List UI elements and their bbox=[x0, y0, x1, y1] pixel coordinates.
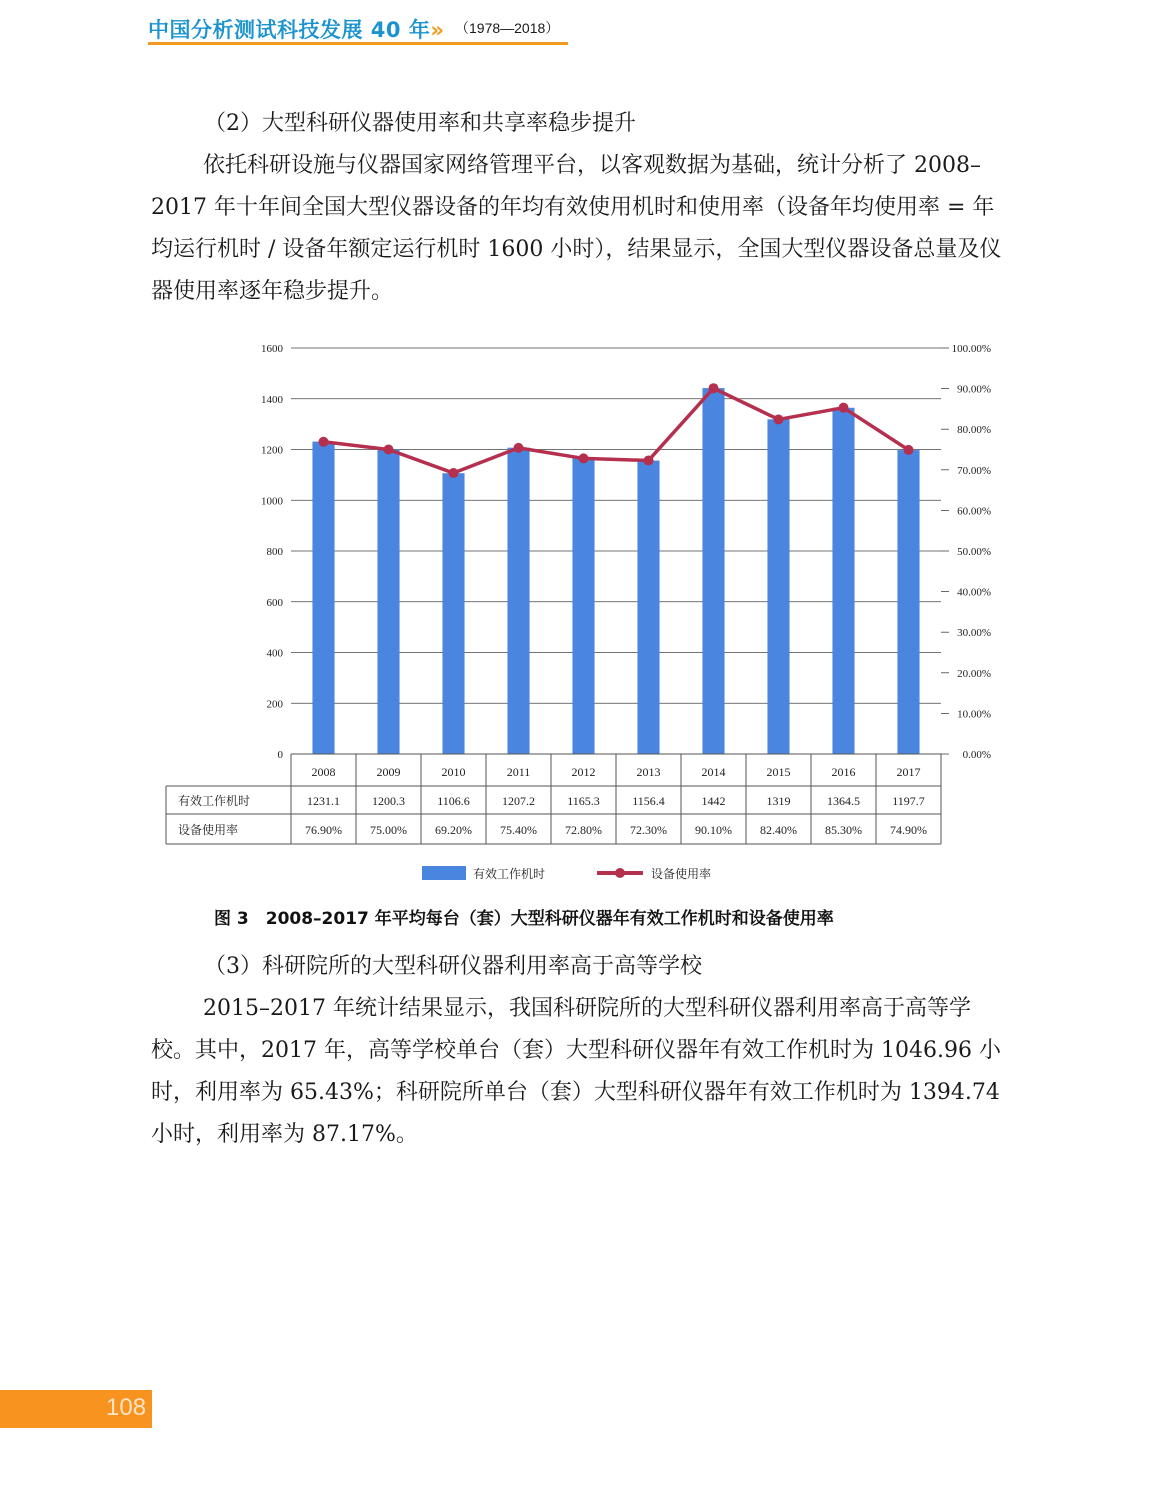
left-tick-label: 1600 bbox=[261, 343, 283, 355]
x-category-label: 2011 bbox=[506, 765, 531, 779]
right-tick-label: 80.00% bbox=[957, 424, 991, 437]
chart-right-axis bbox=[941, 343, 991, 761]
bar-2012 bbox=[572, 458, 594, 754]
hours-value-label: 1442 bbox=[701, 794, 726, 808]
x-category-label: 2015 bbox=[766, 765, 791, 779]
right-tick-label: 70.00% bbox=[957, 464, 991, 477]
figure-caption: 图 3 2008–2017 年平均每台（套）大型科研仪器年有效工作机时和设备使用率 bbox=[214, 909, 834, 929]
right-tick-label: 50.00% bbox=[957, 546, 991, 558]
bar-2016 bbox=[832, 408, 854, 754]
page-number-tab bbox=[0, 1390, 152, 1428]
rate-point-2009 bbox=[384, 445, 394, 455]
left-tick-label: 1200 bbox=[261, 444, 283, 457]
rate-point-2013 bbox=[644, 455, 654, 465]
double-chevron-icon: » bbox=[430, 18, 445, 42]
rate-point-2012 bbox=[579, 453, 589, 463]
legend-swatch-hours bbox=[422, 866, 466, 880]
hours-value-label: 1231.1 bbox=[307, 794, 340, 808]
left-tick-label: 0 bbox=[277, 749, 283, 761]
x-category-label: 2008 bbox=[311, 765, 336, 779]
chart-bars bbox=[312, 388, 919, 754]
header-title: 中国分析测试科技发展 40 年» bbox=[148, 18, 445, 42]
rate-value-label: 72.30% bbox=[630, 823, 667, 837]
left-tick-label: 400 bbox=[266, 647, 283, 660]
left-tick-label: 200 bbox=[266, 698, 283, 711]
right-tick-label: 90.00% bbox=[957, 383, 991, 396]
hours-value-label: 1364.5 bbox=[827, 794, 860, 808]
rate-point-2014 bbox=[709, 383, 719, 393]
header-rule bbox=[148, 42, 568, 45]
right-tick-label: 30.00% bbox=[957, 627, 991, 640]
bar-2010 bbox=[442, 473, 464, 754]
bar-2008 bbox=[312, 442, 334, 754]
rate-value-label: 90.10% bbox=[695, 823, 732, 837]
x-category-label: 2012 bbox=[571, 765, 596, 779]
chart-data-table bbox=[166, 754, 941, 844]
rate-point-2017 bbox=[904, 445, 914, 455]
row-label-rate: 设备使用率 bbox=[178, 823, 239, 837]
right-tick-label: 0.00% bbox=[962, 749, 991, 761]
right-tick-label: 100.00% bbox=[951, 343, 991, 355]
bar-2009 bbox=[377, 449, 399, 754]
bar-2017 bbox=[897, 450, 919, 754]
x-category-label: 2013 bbox=[636, 765, 661, 779]
rate-point-2015 bbox=[774, 414, 784, 424]
rate-value-label: 75.00% bbox=[370, 823, 407, 837]
x-category-label: 2016 bbox=[831, 765, 856, 779]
chart-legend bbox=[422, 866, 711, 881]
rate-value-label: 72.80% bbox=[565, 823, 602, 837]
left-tick-label: 600 bbox=[266, 596, 283, 609]
hours-value-label: 1106.6 bbox=[437, 794, 470, 808]
rate-line bbox=[324, 388, 909, 473]
x-category-label: 2009 bbox=[376, 765, 401, 779]
rate-value-label: 85.30% bbox=[825, 823, 862, 837]
hours-value-label: 1200.3 bbox=[372, 794, 405, 808]
hours-value-label: 1319 bbox=[766, 794, 791, 808]
legend-swatch-rate-point bbox=[615, 868, 625, 878]
usage-chart bbox=[160, 330, 1010, 900]
x-category-label: 2014 bbox=[701, 765, 726, 779]
bar-2015 bbox=[767, 419, 789, 754]
bar-2011 bbox=[507, 448, 529, 754]
right-tick-label: 40.00% bbox=[957, 586, 991, 599]
rate-value-label: 74.90% bbox=[890, 823, 927, 837]
right-tick-label: 10.00% bbox=[957, 708, 991, 721]
rate-point-2010 bbox=[449, 468, 459, 478]
right-tick-label: 20.00% bbox=[957, 667, 991, 680]
right-tick-label: 60.00% bbox=[957, 505, 991, 518]
x-category-label: 2017 bbox=[896, 765, 921, 779]
rate-point-2016 bbox=[839, 403, 849, 413]
header-years: （1978—2018） bbox=[455, 20, 560, 36]
section2-heading: （2）大型科研仪器使用率和共享率稳步提升 bbox=[204, 111, 636, 136]
section3-body: 2015–2017 年统计结果显示，我国科研院所的大型科研仪器利用率高于高等学校。其中，2017 年，高等学校单台（套）大型科研仪器年有效工作机时为 1046.96 小时，利用率为 65.43%；科研院所单台（套）大型科研仪器年有效工作机时为 1394.74 小时，利用率为 87.17%。 bbox=[151, 996, 1001, 1147]
bar-2013 bbox=[637, 461, 659, 754]
hours-value-label: 1165.3 bbox=[567, 794, 600, 808]
hours-value-label: 1207.2 bbox=[502, 794, 535, 808]
rate-value-label: 76.90% bbox=[305, 823, 342, 837]
legend-label-hours: 有效工作机时 bbox=[473, 867, 546, 881]
rate-value-label: 82.40% bbox=[760, 823, 797, 837]
section2-body: 依托科研设施与仪器国家网络管理平台，以客观数据为基础，统计分析了 2008–2017 年十年间全国大型仪器设备的年均有效使用机时和使用率（设备年均使用率 = 年均运行机时 / 设备年额定运行机时 1600 小时），结果显示，全国大型仪器设备总量及仪器使用率逐年稳步提升。 bbox=[151, 153, 1002, 304]
left-tick-label: 800 bbox=[266, 546, 283, 558]
running-header bbox=[148, 10, 568, 44]
row-label-hours: 有效工作机时 bbox=[178, 794, 251, 808]
hours-value-label: 1197.7 bbox=[892, 794, 925, 808]
left-tick-label: 1400 bbox=[261, 393, 283, 406]
section3-heading: （3）科研院所的大型科研仪器利用率高于高等学校 bbox=[204, 954, 702, 979]
hours-value-label: 1156.4 bbox=[632, 794, 665, 808]
legend-label-rate: 设备使用率 bbox=[651, 867, 712, 881]
rate-value-label: 75.40% bbox=[500, 823, 537, 837]
rate-point-2011 bbox=[514, 443, 524, 453]
left-tick-label: 1000 bbox=[261, 495, 283, 508]
chart-left-axis bbox=[261, 343, 284, 761]
chart-rate-line bbox=[319, 383, 914, 478]
bar-2014 bbox=[702, 388, 724, 754]
rate-point-2008 bbox=[319, 437, 329, 447]
x-category-label: 2010 bbox=[441, 765, 466, 779]
rate-value-label: 69.20% bbox=[435, 823, 472, 837]
page-number: 108 bbox=[106, 1394, 147, 1421]
